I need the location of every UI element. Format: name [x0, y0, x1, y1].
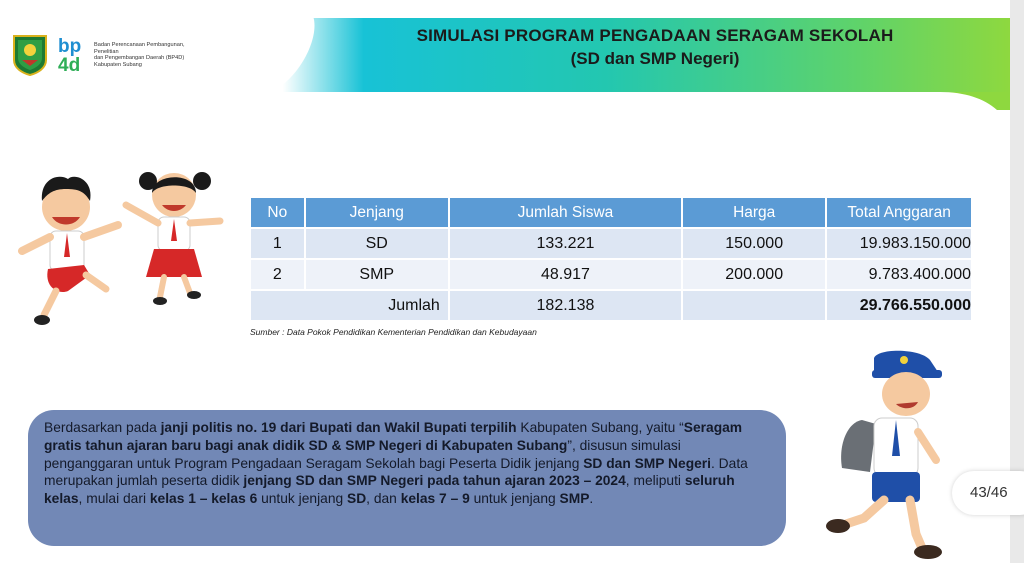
- note-emphasis: kelas 7 – 9: [400, 491, 470, 507]
- cell-jumlah: 133.221: [450, 229, 681, 258]
- note-emphasis: SD: [347, 491, 367, 507]
- note-emphasis: janji politis no. 19 dari Bupati dan Wakil Bupati terpilih: [160, 420, 517, 435]
- explanation-box: [28, 410, 786, 546]
- bp4d-logo-icon: [58, 34, 98, 74]
- note-emphasis: jenjang SD dan SMP Negeri pada tahun ajaran 2023 – 2024: [243, 473, 626, 489]
- svg-text:4d: 4d: [58, 55, 81, 74]
- svg-text:bp: bp: [58, 36, 82, 57]
- note-segment: ”, disusun simulasi penganggaran untuk Program Pengadaan Seragam Sekolah bagi Peserta Didik jenjang: [44, 437, 681, 471]
- note-segment: , mulai dari: [78, 491, 150, 507]
- girl-figure: [126, 172, 220, 305]
- total-label: Jumlah: [251, 291, 448, 320]
- note-emphasis: SD dan SMP Negeri: [583, 455, 712, 471]
- header-total-anggaran: Total Anggaran: [827, 198, 971, 227]
- note-segment: untuk jenjang: [469, 491, 560, 507]
- students-illustration: [14, 165, 229, 335]
- note-segment: Berdasarkan pada: [44, 420, 161, 435]
- boy-figure: [22, 177, 118, 325]
- cell-jenjang: SD: [306, 229, 448, 258]
- note-emphasis: Seragam gratis tahun ajaran baru bagi anak didik SD & SMP Negeri di Kabupaten Subang: [44, 420, 743, 453]
- total-jumlah: 182.138: [450, 291, 681, 320]
- student-boy-illustration: [812, 348, 952, 563]
- table-total-row: [251, 291, 971, 320]
- cell-jumlah: 48.917: [450, 260, 681, 289]
- cell-no: 1: [251, 229, 304, 258]
- org-name: Badan Perencanaan Pembangunan, Penelitian dan Pengembangan Daerah (BP4D) Kabupaten Subang: [94, 42, 185, 68]
- budget-table: [249, 196, 973, 322]
- page-title: [330, 26, 980, 69]
- table-row: [251, 229, 971, 258]
- page-number: 43/46: [970, 484, 1008, 501]
- note-emphasis: SMP: [559, 491, 590, 507]
- note-segment: , meliputi: [625, 473, 685, 489]
- note-emphasis: kelas 1 – kelas 6: [149, 491, 258, 507]
- note-segment: .: [589, 491, 594, 507]
- header-harga: Harga: [683, 198, 825, 227]
- cell-no: 2: [251, 260, 304, 289]
- cell-harga: 200.000: [683, 260, 825, 289]
- note-segment: Kabupaten Subang, yaitu “: [516, 420, 684, 435]
- total-anggaran: 29.766.550.000: [827, 291, 971, 320]
- header-jenjang: Jenjang: [306, 198, 448, 227]
- note-segment: untuk jenjang: [257, 491, 347, 507]
- cell-harga: 150.000: [683, 229, 825, 258]
- cell-total: 19.983.150.000: [827, 229, 971, 258]
- title-line-2: (SD dan SMP Negeri): [570, 49, 740, 68]
- source-note: Sumber : Data Pokok Pendidikan Kementerian Pendidikan dan Kebudayaan: [250, 327, 537, 337]
- regency-emblem-icon: [12, 32, 48, 76]
- cell-total: 9.783.400.000: [827, 260, 971, 289]
- title-line-1: SIMULASI PROGRAM PENGADAAN SERAGAM SEKOLAH: [416, 26, 894, 45]
- note-text: [44, 420, 748, 506]
- header-logos: [12, 32, 202, 82]
- note-segment: , dan: [366, 491, 401, 507]
- table-row: [251, 260, 971, 289]
- table-header-row: [251, 198, 971, 227]
- note-emphasis: seluruh kelas: [44, 473, 735, 507]
- header-jumlah-siswa: Jumlah Siswa: [450, 198, 681, 227]
- total-harga-empty: [683, 291, 825, 320]
- header-no: No: [251, 198, 304, 227]
- cell-jenjang: SMP: [306, 260, 448, 289]
- page-indicator[interactable]: [952, 471, 1024, 515]
- note-segment: . Data merupakan jumlah peserta didik: [44, 455, 748, 489]
